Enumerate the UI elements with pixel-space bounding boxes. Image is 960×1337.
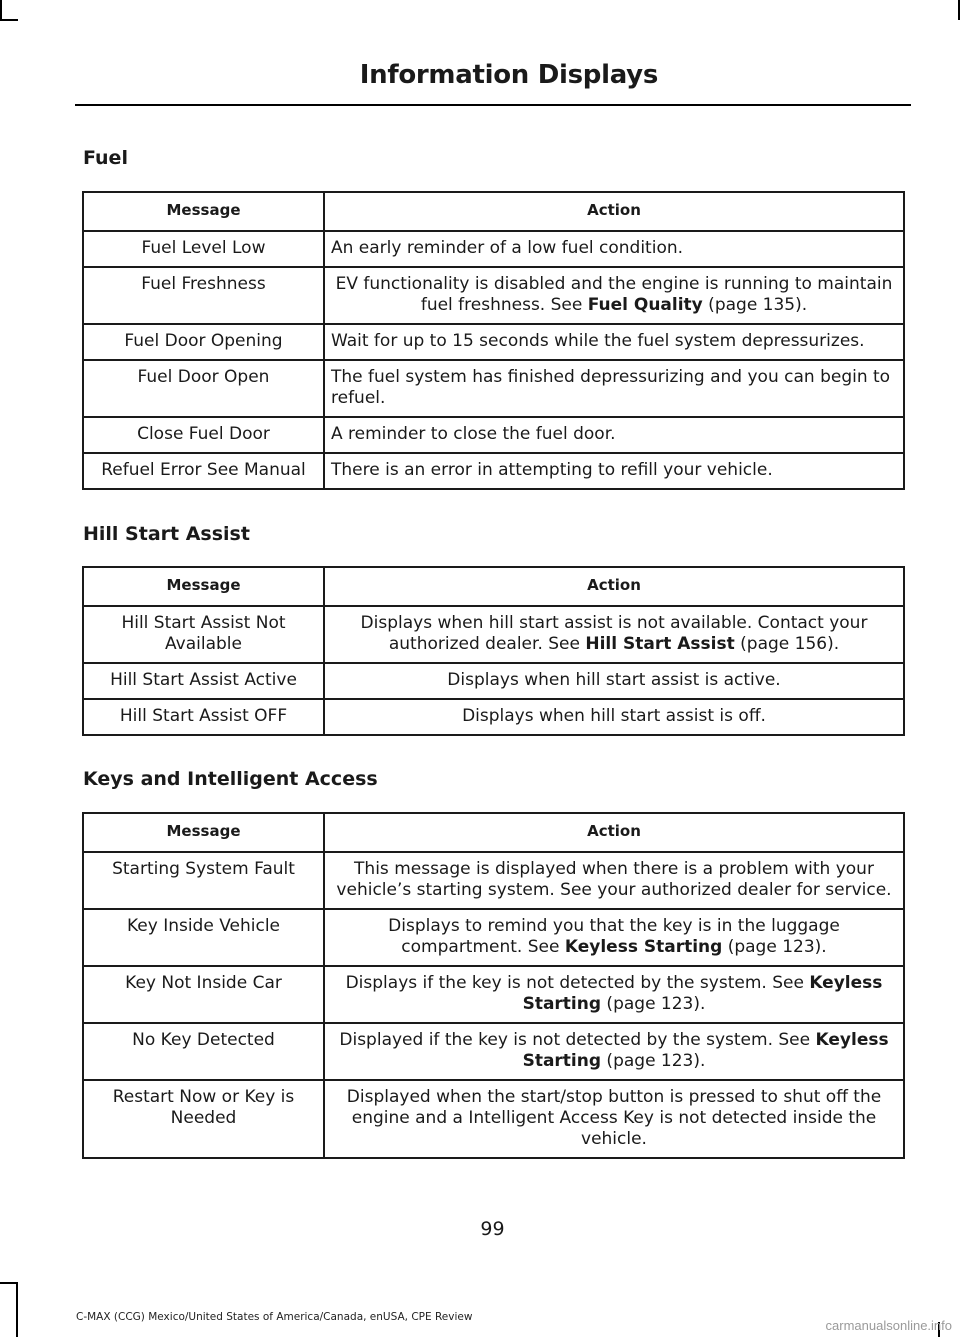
table-row — [83, 966, 904, 1023]
crop-mark-bottom-left — [0, 1282, 16, 1284]
cross-reference-link[interactable]: Keyless Starting — [522, 973, 883, 1014]
table-row — [83, 852, 904, 909]
action-cell — [324, 1023, 904, 1080]
action-cell: The fuel system has finished depressurizing and you can begin to refuel. — [324, 360, 904, 417]
action-cell: There is an error in attempting to refill your vehicle. — [324, 453, 904, 489]
page-reference: (page 135). — [702, 295, 808, 315]
message-cell: Fuel Door Open — [83, 360, 324, 417]
message-cell: Starting System Fault — [83, 852, 324, 909]
table-row — [83, 606, 904, 663]
hill-start-assist-table — [82, 566, 905, 736]
message-cell: Close Fuel Door — [83, 417, 324, 453]
action-cell: A reminder to close the fuel door. — [324, 417, 904, 453]
column-header-message: Message — [83, 192, 324, 231]
table-header-row — [83, 813, 904, 852]
watermark: carmanualsonline.info — [825, 1318, 952, 1333]
column-header-action: Action — [324, 567, 904, 606]
action-cell: Wait for up to 15 seconds while the fuel system depressurizes. — [324, 324, 904, 360]
section-title-fuel: Fuel — [83, 147, 128, 169]
crop-mark-top-left — [0, 0, 2, 18]
table-row — [83, 699, 904, 735]
footer-document-info: C-MAX (CCG) Mexico/United States of America/Canada, enUSA, CPE Review — [76, 1311, 473, 1323]
table-header-row — [83, 192, 904, 231]
column-header-message: Message — [83, 813, 324, 852]
action-cell — [324, 606, 904, 663]
action-text: Displays to remind you that the key is in the luggage compartment. See — [388, 916, 840, 957]
message-cell: Restart Now or Key is Needed — [83, 1080, 324, 1158]
table-row — [83, 663, 904, 699]
message-cell: Hill Start Assist Not Available — [83, 606, 324, 663]
keys-intelligent-access-table — [82, 812, 905, 1159]
action-text: Displayed if the key is not detected by the system. See — [339, 1030, 816, 1050]
page-number: 99 — [480, 1218, 505, 1240]
page-reference: (page 123). — [601, 994, 706, 1014]
crop-mark-bottom-left-v — [16, 1282, 18, 1337]
action-cell — [324, 966, 904, 1023]
action-text: Displays when hill start assist is not available. Contact your authorized dealer. See — [360, 613, 868, 654]
page-reference: (page 123). — [722, 937, 827, 957]
message-cell: No Key Detected — [83, 1023, 324, 1080]
table-row — [83, 231, 904, 267]
message-cell: Fuel Level Low — [83, 231, 324, 267]
fuel-table — [82, 191, 905, 490]
action-cell: Displayed when the start/stop button is pressed to shut off the engine and a Intelligent Access Key is not detected inside the vehicle. — [324, 1080, 904, 1158]
action-cell — [324, 267, 904, 324]
table-row — [83, 1080, 904, 1158]
table-header-row — [83, 567, 904, 606]
table-row — [83, 1023, 904, 1080]
action-cell: Displays when hill start assist is off. — [324, 699, 904, 735]
message-cell: Key Not Inside Car — [83, 966, 324, 1023]
action-text: Displays if the key is not detected by the system. See — [345, 973, 810, 993]
cross-reference-link[interactable]: Fuel Quality — [587, 295, 703, 315]
cross-reference-link[interactable]: Keyless Starting — [564, 937, 723, 957]
message-cell: Refuel Error See Manual — [83, 453, 324, 489]
message-cell: Fuel Freshness — [83, 267, 324, 324]
message-cell: Key Inside Vehicle — [83, 909, 324, 966]
header-divider — [75, 104, 911, 106]
cross-reference-link[interactable]: Keyless Starting — [522, 1030, 889, 1071]
table-row — [83, 360, 904, 417]
action-cell — [324, 909, 904, 966]
message-cell: Hill Start Assist Active — [83, 663, 324, 699]
message-cell: Fuel Door Opening — [83, 324, 324, 360]
action-cell: An early reminder of a low fuel condition. — [324, 231, 904, 267]
page-reference: (page 156). — [734, 634, 840, 654]
column-header-message: Message — [83, 567, 324, 606]
page-reference: (page 123). — [601, 1051, 706, 1071]
action-cell: Displays when hill start assist is active. — [324, 663, 904, 699]
column-header-action: Action — [324, 813, 904, 852]
page-header-title: Information Displays — [359, 60, 658, 90]
table-row — [83, 909, 904, 966]
section-title-hill-start-assist: Hill Start Assist — [83, 523, 250, 545]
crop-mark-top-left-h2 — [0, 19, 18, 21]
action-cell: This message is displayed when there is a problem with your vehicle’s starting system. See your authorized dealer for service. — [324, 852, 904, 909]
cross-reference-link[interactable]: Hill Start Assist — [585, 634, 735, 654]
message-cell: Hill Start Assist OFF — [83, 699, 324, 735]
action-text: EV functionality is disabled and the engine is running to maintain fuel freshness. See — [335, 274, 893, 315]
table-row — [83, 417, 904, 453]
column-header-action: Action — [324, 192, 904, 231]
table-row — [83, 324, 904, 360]
section-title-keys-and-intelligent-access: Keys and Intelligent Access — [83, 768, 378, 790]
table-row — [83, 453, 904, 489]
table-row — [83, 267, 904, 324]
